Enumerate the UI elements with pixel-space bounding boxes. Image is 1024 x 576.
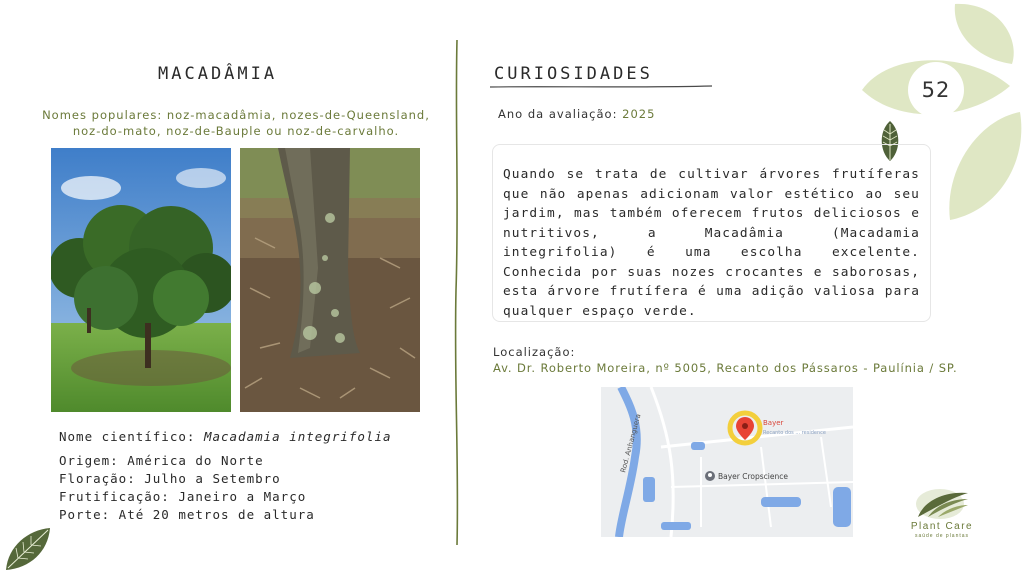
facts-list [59,452,315,524]
year-label: Ano da avaliação: [498,107,623,121]
map-place-2: Bayer Cropscience [718,472,788,481]
map-road-label: Rod. Anhanguera [619,413,643,474]
section-title: CURIOSIDADES [494,64,653,84]
scientific-name-line [59,428,392,446]
tree-photo [51,148,231,412]
brand-name: Plant Care [910,521,974,532]
vertical-divider [452,40,462,545]
scientific-label: Nome científico: [59,429,204,444]
location-map[interactable] [601,387,853,537]
location-value: Av. Dr. Roberto Moreira, nº 5005, Recanto dos Pássaros - Paulínia / SP. [493,361,958,375]
fact-fruiting: Frutificação: Janeiro a Março [59,489,307,504]
bottom-leaf-icon [4,526,52,572]
page-number-badge [908,62,964,118]
page-number: 52 [921,78,951,102]
location-label: Localização: [493,345,576,359]
title-underline [490,84,712,90]
description-box [492,144,931,322]
year-value: 2025 [622,107,656,121]
fact-flowering: Floração: Julho a Setembro [59,471,281,486]
map-place-1: Bayer [763,419,784,427]
plant-care-logo-icon [914,487,970,521]
brand-tagline: saúde de plantas [914,533,970,539]
fact-size: Porte: Até 20 metros de altura [59,507,315,522]
scientific-name: Macadamia integrifolia [203,429,392,444]
description-text: Quando se trata de cultivar árvores frutíferas que não apenas adicionam valor estético ao seu jardim, mas também oferecem frutos deliciosos e nutritivos, a Macadâmia (Macadamia integrifolia) é uma escolha excelente. Conhecida por suas nozes crocantes e saborosas, esta árvore frutífera é uma adição valiosa para qualquer espaço verde. [503,167,920,319]
map-place-1-sub: Recanto dos ... residence [763,430,826,436]
popular-names: Nomes populares: noz-macadâmia, nozes-de-Queensland, noz-do-mato, noz-de-Bauple ou noz-de-carvalho. [42,108,430,138]
plant-title: MACADÂMIA [158,64,278,84]
trunk-photo [240,148,420,412]
fact-origin: Origem: América do Norte [59,453,264,468]
evaluation-year [498,107,655,121]
